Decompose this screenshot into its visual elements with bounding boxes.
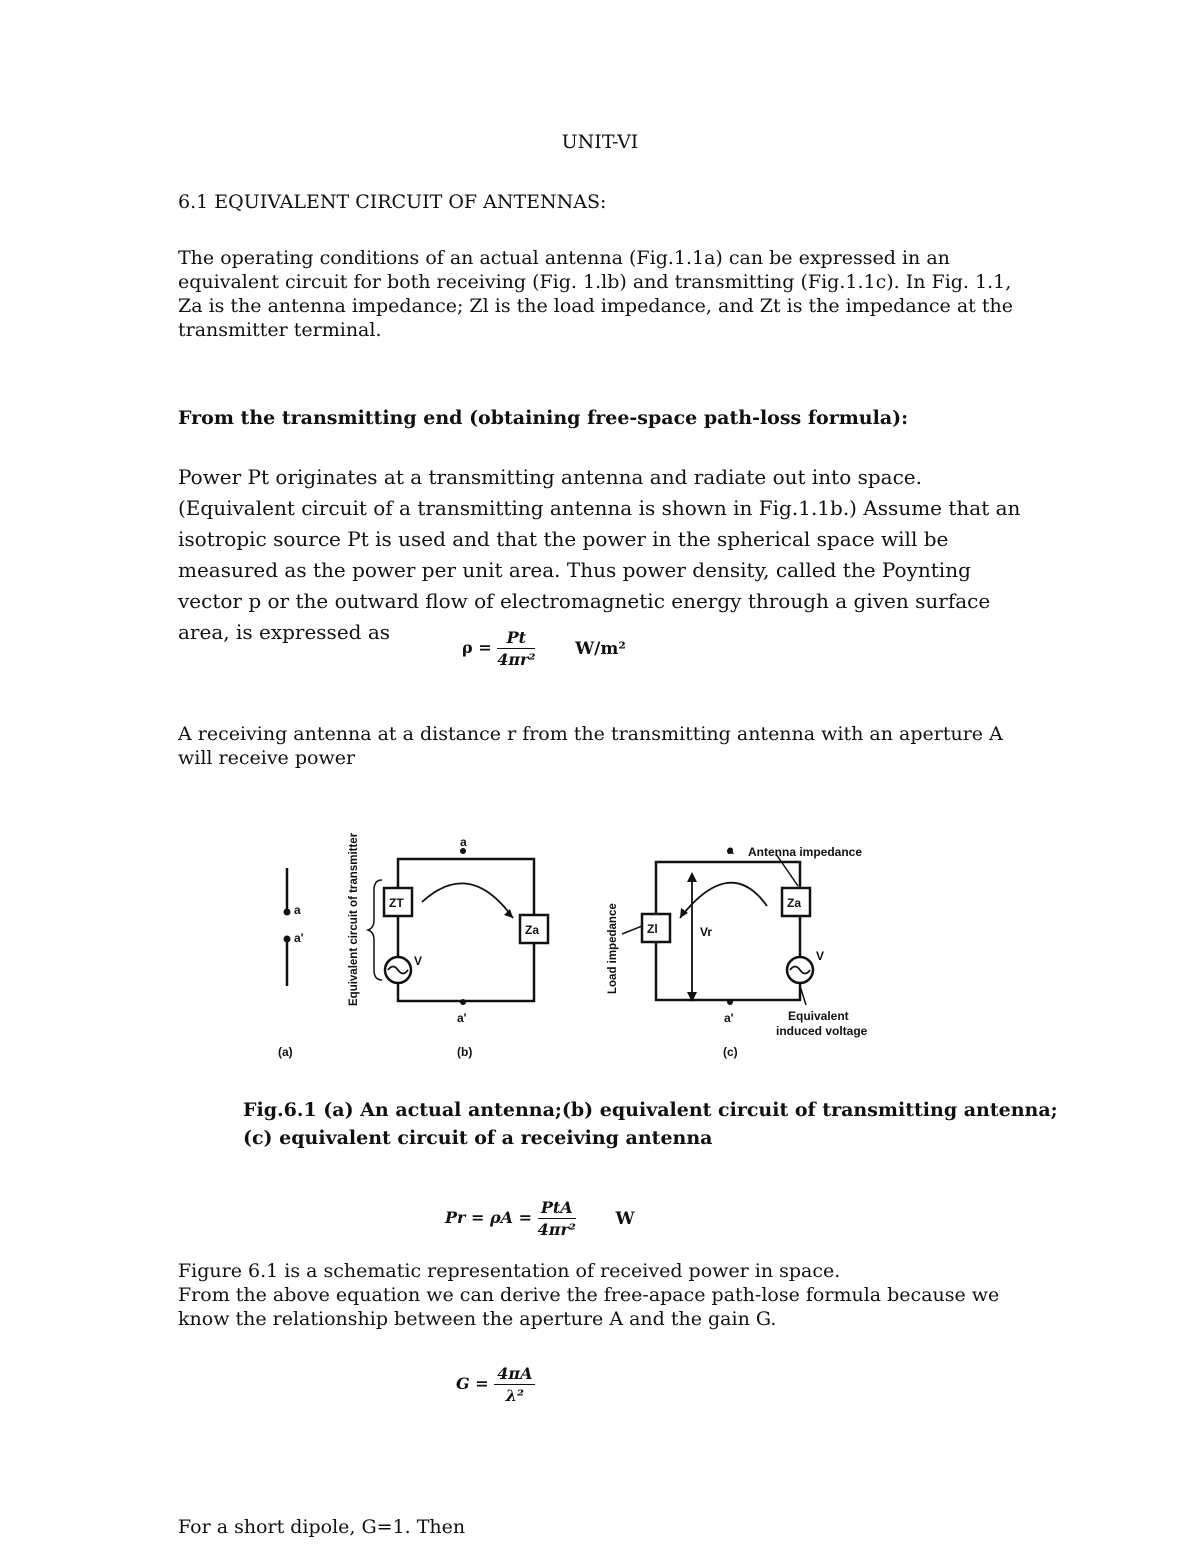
zl-pointer: [622, 926, 642, 934]
eq2-numerator: PtA: [538, 1198, 576, 1219]
label-a-terminal-a-prime: a': [294, 931, 304, 945]
label-b-terminal-a: a: [460, 835, 467, 849]
sublabel-a: (a): [278, 1045, 293, 1059]
label-zt: ZT: [389, 896, 404, 910]
label-equivalent: Equivalent: [788, 1009, 849, 1023]
terminal-a-dot-a: [284, 909, 291, 916]
antenna-equivalent-circuit-figure: [270, 810, 890, 1070]
eq1-numerator: Pt: [497, 628, 535, 649]
eq2-fraction: [538, 1198, 576, 1239]
subheading: From the transmitting end (obtaining free-space path-loss formula):: [178, 407, 909, 429]
dipole-paragraph: [178, 1515, 1018, 1539]
arc-arrow-b: [422, 883, 513, 918]
label-zl: Zl: [647, 922, 658, 936]
eq2-unit: W: [615, 1208, 635, 1229]
circuit-b-loop: [398, 859, 534, 1001]
label-vr: Vr: [700, 925, 713, 939]
eq1-fraction: [497, 628, 535, 669]
arrowhead-b: [504, 909, 513, 918]
eq3-fraction: [494, 1364, 535, 1405]
label-a-terminal-a: a: [294, 903, 301, 917]
receive-paragraph: [178, 722, 1018, 770]
figure-caption: [243, 1096, 1058, 1152]
vr-arrowhead-top: [687, 872, 697, 882]
caption-line-1: Fig.6.1 (a) An actual antenna;(b) equivalent circuit of transmitting antenna;: [243, 1099, 1058, 1121]
label-c-terminal-a-prime: a': [724, 1011, 734, 1025]
label-za-c: Za: [787, 896, 802, 910]
equation-gain: [456, 1364, 535, 1405]
label-antenna-impedance: Antenna impedance: [748, 845, 863, 859]
vertical-label-load-impedance: Load impedance: [607, 903, 619, 994]
eq2-lhs: Pr = ρA =: [445, 1208, 533, 1227]
sublabel-c: (c): [723, 1045, 738, 1059]
section-heading: 6.1 EQUIVALENT CIRCUIT OF ANTENNAS:: [178, 191, 607, 213]
unit-title: UNIT-VI: [561, 131, 639, 153]
eq2-denominator: 4πr²: [537, 1220, 576, 1239]
eq1-unit: W/m²: [575, 638, 626, 659]
power-paragraph: [178, 462, 1028, 648]
label-c-terminal-a: a: [727, 843, 734, 857]
label-za-b: Za: [525, 923, 540, 937]
label-v-b: V: [414, 954, 423, 968]
eq1-lhs: ρ =: [462, 638, 492, 657]
terminal-a-prime-dot-b: [460, 999, 466, 1005]
terminal-a-prime-dot-a: [284, 936, 291, 943]
caption-line-2: (c) equivalent circuit of a receiving antenna: [243, 1127, 713, 1149]
vertical-label-transmitter: Equivalent circuit of transmitter: [348, 832, 360, 1006]
arc-arrow-c: [680, 883, 767, 918]
label-v-c: V: [816, 949, 825, 963]
schematic-text: Figure 6.1 is a schematic representation of received power in space.: [178, 1260, 841, 1282]
brace-b: [368, 880, 382, 980]
dipole-text: For a short dipole, G=1. Then: [178, 1516, 466, 1538]
equation-received-power: [445, 1198, 635, 1239]
intro-paragraph: [178, 246, 1018, 342]
label-b-terminal-a-prime: a': [457, 1011, 467, 1025]
terminal-a-prime-dot-c: [727, 999, 733, 1005]
eq3-denominator: λ²: [505, 1386, 524, 1405]
derive-text: From the above equation we can derive the free-apace path-lose formula because we know the relationship between the aperture A and the gain G.: [178, 1284, 1000, 1330]
power-text: Power Pt originates at a transmitting antenna and radiate out into space. (Equivalent circuit of a transmitting antenna is shown in Fig.1.1b.) Assume that an isotropic source Pt is used and that the power in the spherical space will be measured as the power per unit area. Thus power density, called the Poynting vector p or the outward flow of electromagnetic energy through a given surface area, is expressed as: [178, 465, 1021, 644]
schematic-paragraph: [178, 1259, 1018, 1331]
eq1-denominator: 4πr²: [497, 650, 536, 669]
equation-power-density: [462, 628, 626, 669]
intro-text: The operating conditions of an actual antenna (Fig.1.1a) can be expressed in an equivalent circuit for both receiving (Fig. 1.lb) and transmitting (Fig.1.1c). In Fig. 1.1, Za is the antenna impedance; Zl is the load impedance, and Zt is the impedance at the transmitter terminal.: [178, 247, 1013, 341]
receive-text: A receiving antenna at a distance r from the transmitting antenna with an aperture A will receive power: [178, 723, 1003, 769]
eq3-lhs: G =: [456, 1374, 489, 1393]
eq3-numerator: 4πA: [494, 1364, 535, 1385]
sublabel-b: (b): [457, 1045, 473, 1059]
label-induced-voltage: induced voltage: [776, 1024, 868, 1038]
